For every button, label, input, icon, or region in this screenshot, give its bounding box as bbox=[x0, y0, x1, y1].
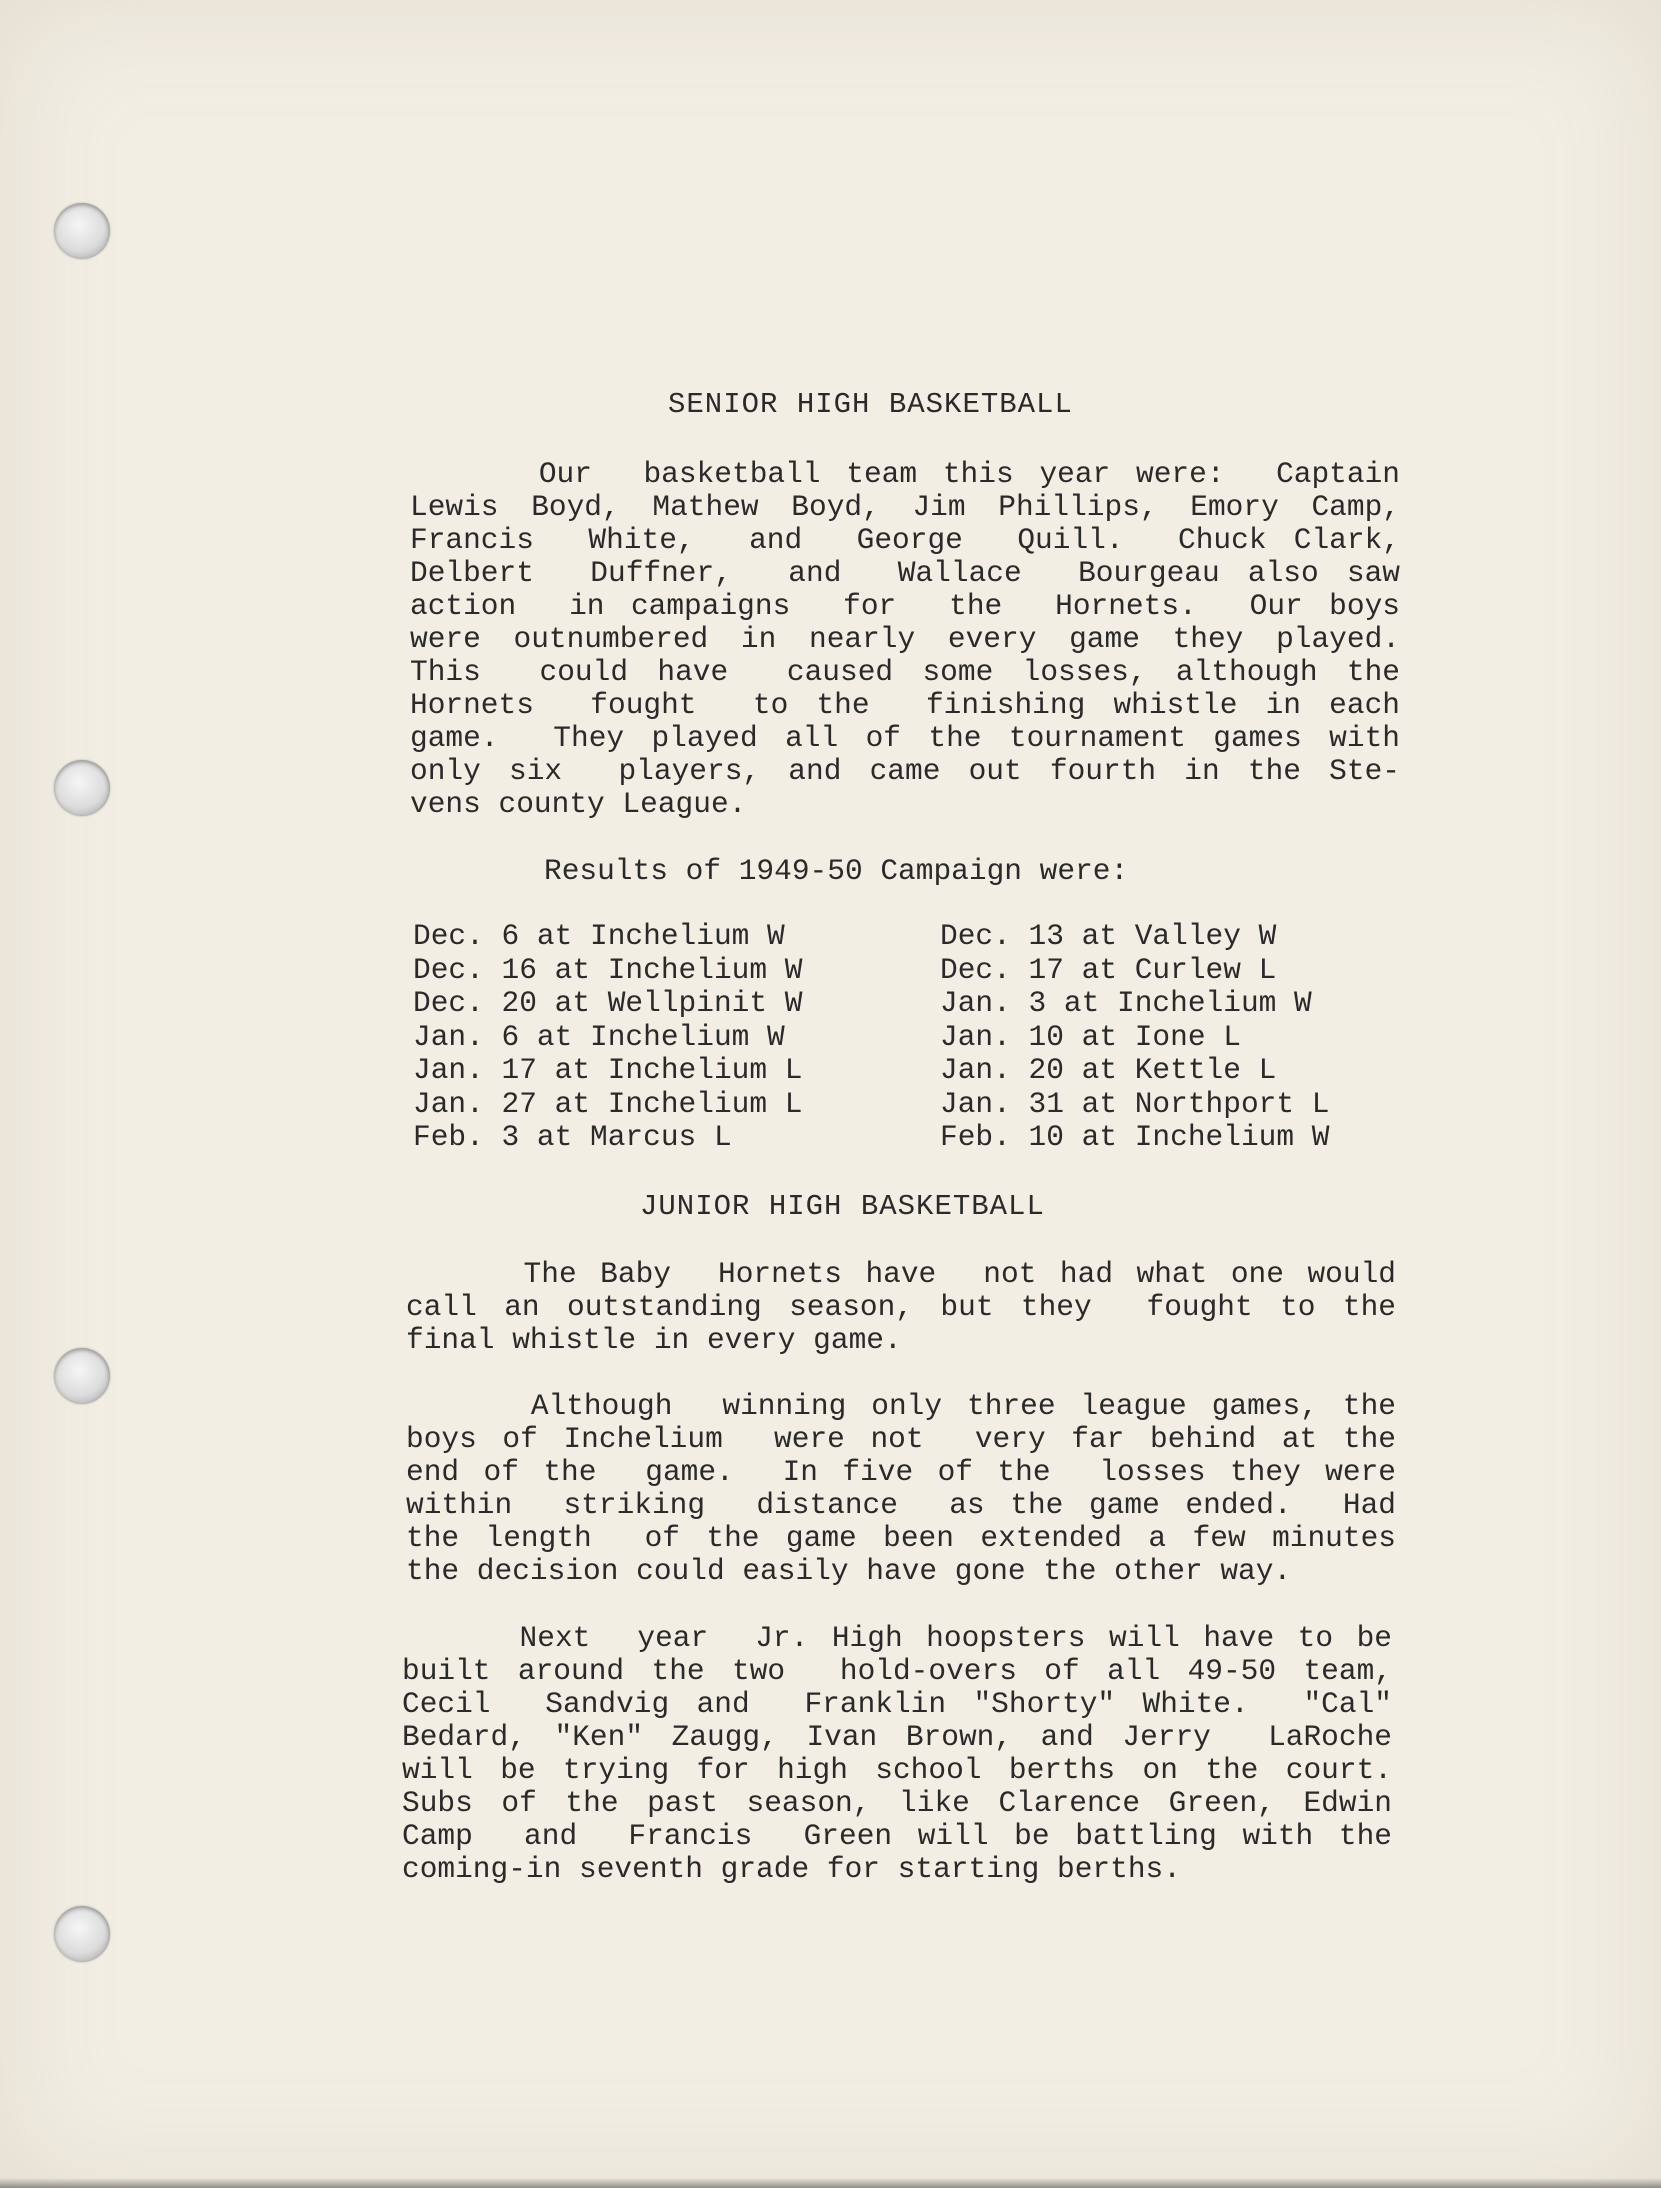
binder-hole bbox=[54, 1906, 110, 1962]
game-result: Feb. 3 at Marcus L bbox=[413, 1120, 732, 1154]
game-result: Jan. 20 at Kettle L bbox=[940, 1053, 1277, 1087]
paragraph-line: Lewis Boyd, Mathew Boyd, Jim Phillips, Emory Camp, bbox=[410, 490, 1400, 524]
paragraph-line: will be trying for high school berths on the court. bbox=[402, 1753, 1392, 1787]
game-result: Dec. 17 at Curlew L bbox=[940, 952, 1277, 987]
game-result: Jan. 17 at Inchelium L bbox=[413, 1053, 803, 1087]
paragraph-line: Subs of the past season, like Clarence Green, Edwin bbox=[402, 1786, 1392, 1820]
paragraph-line: Although winning only three league games, the bbox=[406, 1389, 1396, 1423]
paragraph-line: boys of Inchelium were not very far behind at the bbox=[406, 1422, 1396, 1456]
paragraph-line: Our basketball team this year were: Captain bbox=[410, 457, 1400, 491]
paragraph-line: the decision could easily have gone the other way. bbox=[406, 1554, 1292, 1588]
junior-paragraph-3 bbox=[402, 1622, 1392, 1886]
binder-hole bbox=[54, 760, 110, 816]
paragraph-line: were outnumbered in nearly every game they played. bbox=[410, 622, 1400, 656]
paragraph-line: Cecil Sandvig and Franklin "Shorty" White. "Cal" bbox=[402, 1687, 1392, 1721]
game-result: Jan. 10 at Ione L bbox=[940, 1019, 1241, 1054]
paragraph-line: end of the game. In five of the losses they were bbox=[406, 1455, 1396, 1489]
junior-high-heading: JUNIOR HIGH BASKETBALL bbox=[640, 1190, 1045, 1223]
paragraph-line: call an outstanding season, but they fought to the bbox=[406, 1290, 1396, 1324]
game-result: Dec. 16 at Inchelium W bbox=[413, 952, 803, 987]
game-result: Dec. 20 at Wellpinit W bbox=[413, 986, 803, 1020]
binder-hole bbox=[54, 203, 110, 259]
paragraph-line: Hornets fought to the finishing whistle in each bbox=[410, 688, 1400, 722]
paragraph-line: The Baby Hornets have not had what one would bbox=[406, 1257, 1396, 1291]
paragraph-line: vens county League. bbox=[410, 787, 747, 821]
game-result: Jan. 31 at Northport L bbox=[940, 1086, 1330, 1121]
senior-paragraph bbox=[410, 458, 1400, 821]
game-result: Feb. 10 at Inchelium W bbox=[940, 1120, 1330, 1154]
game-result: Jan. 6 at Inchelium W bbox=[413, 1019, 785, 1054]
paragraph-line: Bedard, "Ken" Zaugg, Ivan Brown, and Jerry LaRoche bbox=[402, 1720, 1392, 1754]
paragraph-line: action in campaigns for the Hornets. Our boys bbox=[410, 589, 1400, 623]
paragraph-line: Delbert Duffner, and Wallace Bourgeau also saw bbox=[410, 556, 1400, 590]
paragraph-line: coming-in seventh grade for starting berths. bbox=[402, 1852, 1181, 1886]
senior-high-heading: SENIOR HIGH BASKETBALL bbox=[668, 388, 1073, 421]
game-result: Dec. 13 at Valley W bbox=[940, 919, 1277, 953]
junior-paragraph-2 bbox=[406, 1390, 1396, 1588]
paragraph-line: final whistle in every game. bbox=[406, 1323, 902, 1357]
paragraph-line: within striking distance as the game ended. Had bbox=[406, 1488, 1396, 1522]
results-list-left bbox=[413, 920, 802, 1155]
paragraph-line: built around the two hold-overs of all 49-50 team, bbox=[402, 1654, 1392, 1688]
game-result: Dec. 6 at Inchelium W bbox=[413, 919, 785, 953]
results-intro: Results of 1949-50 Campaign were: bbox=[544, 854, 1129, 888]
game-result: Jan. 27 at Inchelium L bbox=[413, 1086, 803, 1121]
junior-paragraph-1 bbox=[406, 1258, 1396, 1357]
paragraph-line: game. They played all of the tournament games with bbox=[410, 721, 1400, 755]
page-bottom-edge bbox=[0, 2178, 1661, 2188]
results-list-right bbox=[940, 920, 1329, 1155]
paragraph-line: Camp and Francis Green will be battling with the bbox=[402, 1819, 1392, 1853]
paragraph-line: Next year Jr. High hoopsters will have to be bbox=[402, 1621, 1392, 1655]
binder-hole bbox=[54, 1348, 110, 1404]
game-result: Jan. 3 at Inchelium W bbox=[940, 986, 1312, 1020]
paragraph-line: This could have caused some losses, although the bbox=[410, 655, 1400, 689]
paragraph-line: the length of the game been extended a few minutes bbox=[406, 1521, 1396, 1555]
paragraph-line: only six players, and came out fourth in the Ste- bbox=[410, 754, 1400, 788]
paragraph-line: Francis White, and George Quill. Chuck Clark, bbox=[410, 523, 1400, 557]
